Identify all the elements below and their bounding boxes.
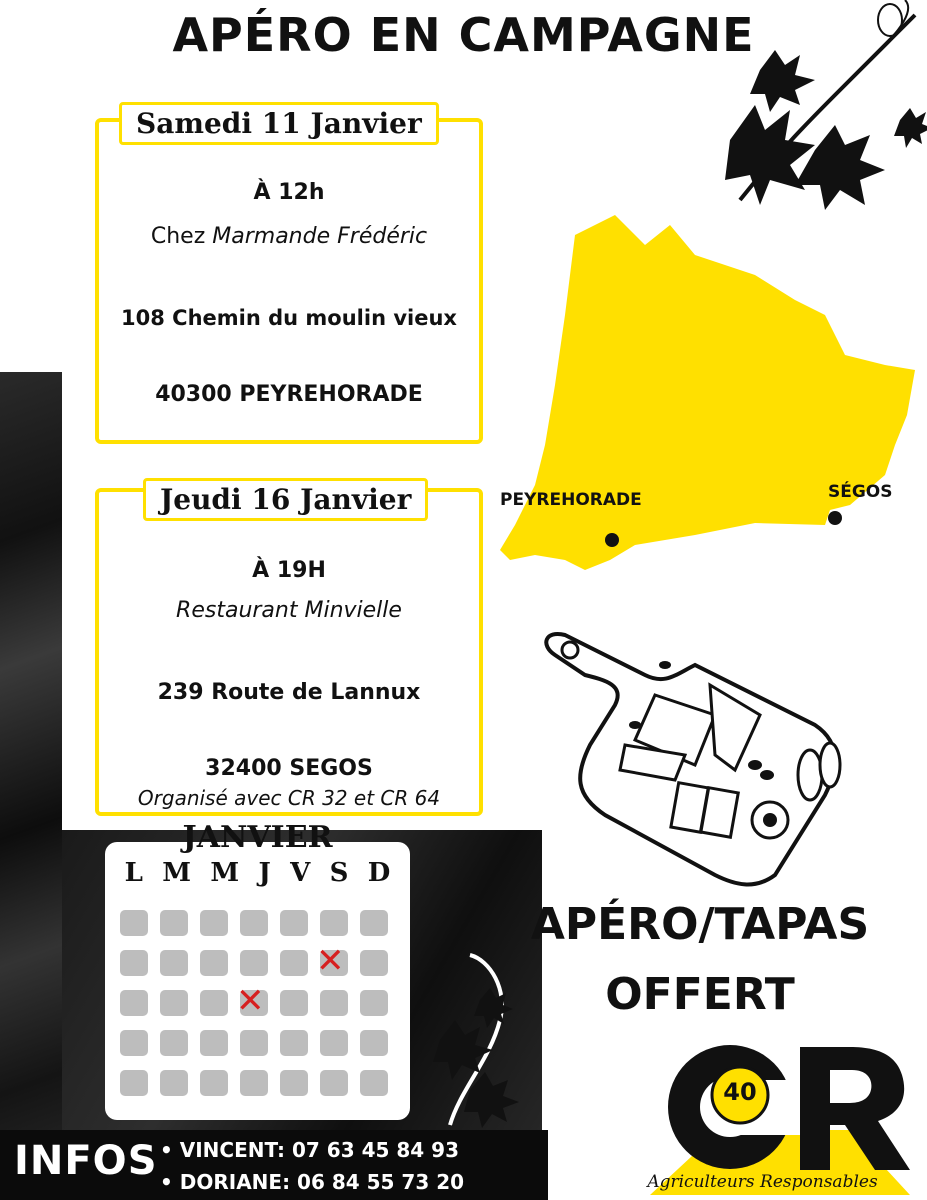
calendar-day-cell: [320, 990, 348, 1016]
logo-tagline: Agriculteurs Responsables: [647, 1172, 878, 1192]
event1-address: 108 Chemin du moulin vieux: [121, 306, 457, 330]
weekday-label: M: [210, 858, 240, 888]
event2-venue: Restaurant Minvielle: [176, 598, 402, 623]
region-map: [495, 205, 927, 585]
event2-address: 239 Route de Lannux: [157, 680, 421, 705]
region-shape: [500, 215, 915, 570]
contact-vincent: • VINCENT: 07 63 45 84 93: [160, 1138, 460, 1162]
calendar-day-cell: [280, 950, 308, 976]
calendar-day-cell: [280, 910, 308, 936]
calendar-day-cell: [320, 910, 348, 936]
calendar-day-cell: [240, 910, 268, 936]
contact-list: [160, 1134, 464, 1198]
contact-text: DORIANE: 06 84 55 73 20: [179, 1170, 465, 1194]
map-label-segos: SÉGOS: [828, 482, 893, 502]
calendar-day-cell: [240, 1030, 268, 1056]
event-card-1: [95, 107, 483, 444]
page-title: APÉRO EN CAMPAGNE: [172, 8, 755, 62]
weekday-label: D: [367, 858, 391, 888]
calendar-day-cell: [280, 990, 308, 1016]
logo-number: 40: [723, 1078, 757, 1106]
calendar-day-cell: [120, 1030, 148, 1056]
weekday-label: L: [124, 858, 143, 888]
event1-host: [99, 224, 479, 249]
offer-text: [470, 890, 927, 1030]
calendar-day-cell: [320, 1030, 348, 1056]
calendar-day-cell: [200, 1030, 228, 1056]
calendar-day-cell: [160, 950, 188, 976]
calendar-day-cell: [360, 990, 388, 1016]
calendar-day-cell: [320, 1070, 348, 1096]
calendar-day-cell: [240, 950, 268, 976]
calendar-day-cell: [160, 1070, 188, 1096]
peyrehorade-marker: [605, 533, 619, 547]
weekday-label: S: [329, 858, 349, 888]
event1-time: À 12h: [253, 180, 325, 205]
infos-label: INFOS: [14, 1138, 158, 1184]
event2-city: 32400 SEGOS: [205, 756, 373, 781]
calendar-day-cell: [280, 1070, 308, 1096]
calendar-day-cell: [240, 1070, 268, 1096]
calendar-day-cell: [200, 1070, 228, 1096]
cross-mark-icon: ✕: [236, 981, 265, 1021]
event1-host-name: Marmande Frédéric: [212, 224, 428, 249]
cross-mark-icon: ✕: [316, 941, 345, 981]
calendar-day-cell: [160, 1030, 188, 1056]
event2-note: Organisé avec CR 32 et CR 64: [137, 786, 441, 810]
calendar-day-cell: [160, 990, 188, 1016]
weekday-label: J: [258, 858, 271, 888]
calendar-day-cell: [280, 1030, 308, 1056]
calendar-day-cell: [120, 910, 148, 936]
calendar-day-cell: [316, 941, 348, 981]
calendar-day-cell: [360, 1030, 388, 1056]
calendar-day-cell: [120, 1070, 148, 1096]
calendar-day-cell: [360, 910, 388, 936]
event1-date: Samedi 11 Janvier: [119, 102, 439, 145]
offer-line1: APÉRO/TAPAS: [530, 899, 870, 950]
calendar-day-cell: [200, 990, 228, 1016]
calendar-day-cell: [200, 910, 228, 936]
calendar-day-cell: [236, 981, 268, 1021]
tapas-board-icon: [535, 625, 855, 895]
calendar-day-cell: [120, 990, 148, 1016]
event1-host-prefix: Chez: [150, 224, 213, 249]
leaf-branch-icon: [700, 0, 927, 210]
calendar-weekdays: [115, 858, 400, 888]
event2-time: À 19H: [252, 558, 326, 583]
contact-text: VINCENT: 07 63 45 84 93: [179, 1138, 460, 1162]
calendar-grid: [120, 910, 400, 1096]
event-card-2: [95, 483, 483, 816]
contact-doriane: • DORIANE: 06 84 55 73 20: [160, 1170, 465, 1194]
calendar-day-cell: [360, 1070, 388, 1096]
calendar-day-cell: [120, 950, 148, 976]
calendar-day-cell: [160, 910, 188, 936]
event1-city: 40300 PEYREHORADE: [155, 382, 423, 407]
calendar-day-cell: [200, 950, 228, 976]
event2-date: Jeudi 16 Janvier: [143, 478, 428, 521]
dark-texture-strip: [0, 372, 62, 1200]
calendar-day-cell: [360, 950, 388, 976]
offer-line2: OFFERT: [605, 969, 795, 1020]
map-label-peyrehorade: PEYREHORADE: [500, 490, 642, 510]
segos-marker: [828, 511, 842, 525]
weekday-label: M: [162, 858, 192, 888]
weekday-label: V: [290, 858, 311, 888]
calendar-month: JANVIER: [182, 820, 333, 855]
